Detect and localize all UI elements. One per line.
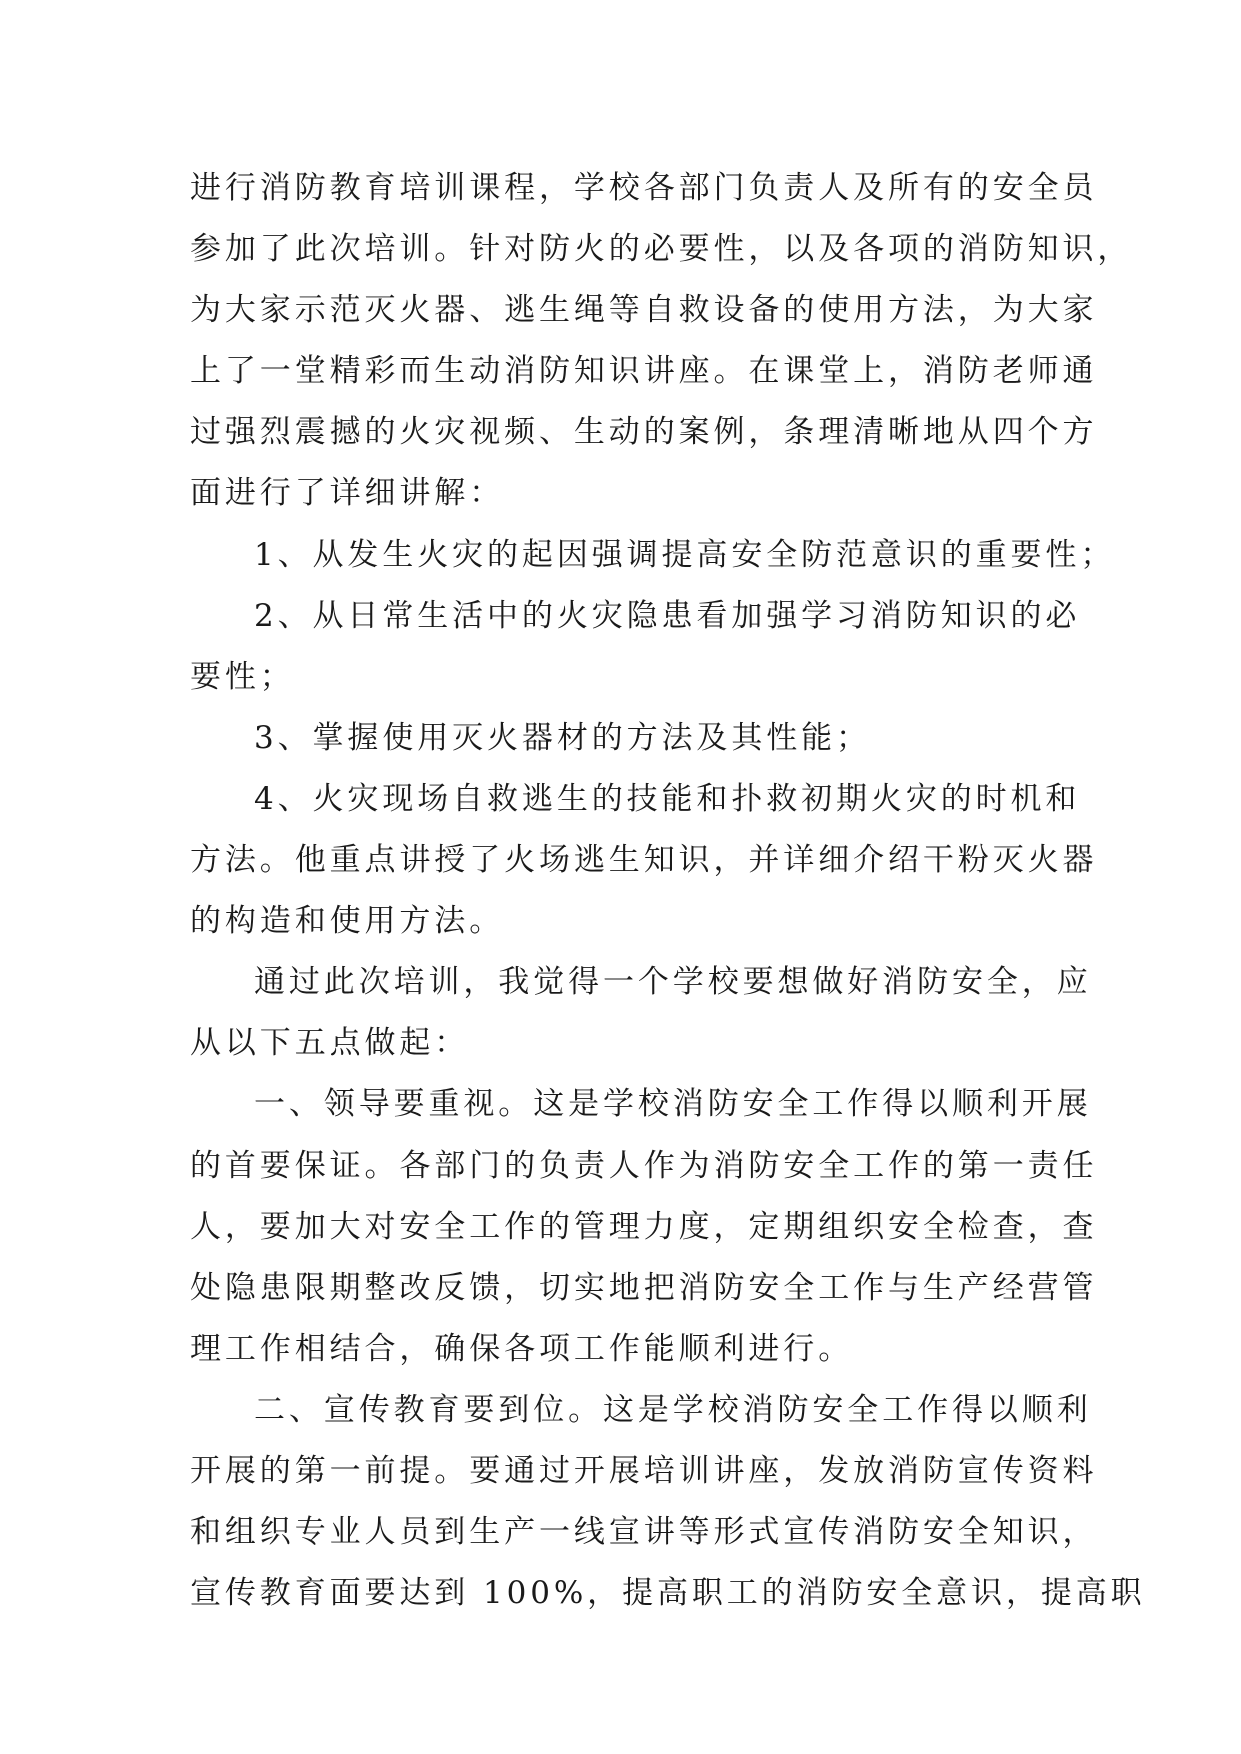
text-line: 的首要保证。各部门的负责人作为消防安全工作的第一责任	[190, 1147, 1098, 1184]
text-line: 通过此次培训，我觉得一个学校要想做好消防安全，应	[254, 964, 1092, 1001]
text-line: 为大家示范灭火器、逃生绳等自救设备的使用方法，为大家	[190, 292, 1098, 329]
text-line: 的构造和使用方法。	[190, 903, 505, 940]
text-line: 3、掌握使用灭火器材的方法及其性能；	[254, 719, 871, 756]
text-line: 一、领导要重视。这是学校消防安全工作得以顺利开展	[254, 1086, 1092, 1123]
text-line: 宣传教育面要达到 100%，提高职工的消防安全意识，提高职	[190, 1575, 1146, 1612]
text-line: 理工作相结合，确保各项工作能顺利进行。	[190, 1330, 854, 1367]
text-line: 上了一堂精彩而生动消防知识讲座。在课堂上，消防老师通	[190, 353, 1098, 390]
text-line: 4、火灾现场自救逃生的技能和扑救初期火灾的时机和	[254, 780, 1081, 817]
text-line: 处隐患限期整改反馈，切实地把消防安全工作与生产经营管	[190, 1269, 1098, 1306]
text-line: 2、从日常生活中的火灾隐患看加强学习消防知识的必	[254, 597, 1081, 634]
text-line: 参加了此次培训。针对防火的必要性，以及各项的消防知识，	[190, 231, 1133, 268]
text-line: 和组织专业人员到生产一线宣讲等形式宣传消防安全知识，	[190, 1514, 1098, 1551]
text-line: 方法。他重点讲授了火场逃生知识，并详细介绍干粉灭火器	[190, 842, 1098, 879]
text-line: 要性；	[190, 658, 295, 695]
text-line: 二、宣传教育要到位。这是学校消防安全工作得以顺利	[254, 1391, 1092, 1428]
text-line: 开展的第一前提。要通过开展培训讲座，发放消防宣传资料	[190, 1452, 1098, 1489]
text-line: 从以下五点做起：	[190, 1025, 470, 1062]
document-body	[190, 158, 1146, 1624]
text-line: 1、从发生火灾的起因强调提高安全防范意识的重要性；	[254, 536, 1116, 573]
text-line: 面进行了详细讲解：	[190, 475, 505, 512]
text-line: 进行消防教育培训课程，学校各部门负责人及所有的安全员	[190, 170, 1098, 206]
text-line: 过强烈震撼的火灾视频、生动的案例，条理清晰地从四个方	[190, 414, 1098, 451]
text-line: 人，要加大对安全工作的管理力度，定期组织安全检查，查	[190, 1208, 1098, 1245]
